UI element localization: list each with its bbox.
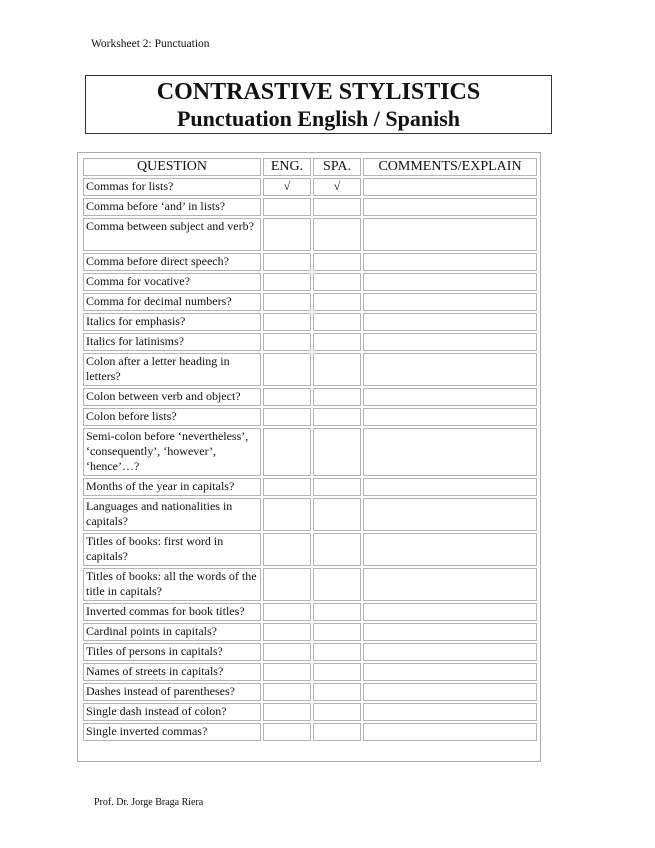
question-cell: Colon before lists?	[83, 408, 261, 426]
question-cell: Comma for decimal numbers?	[83, 293, 261, 311]
question-cell: Italics for emphasis?	[83, 313, 261, 331]
page-title: CONTRASTIVE STYLISTICS	[156, 79, 481, 105]
column-header-question: QUESTION	[83, 158, 261, 176]
table-row	[83, 723, 537, 741]
spanish-answer-cell[interactable]	[313, 313, 361, 331]
question-cell: Semi-colon before ‘nevertheless’, ‘consequently’, ‘however’, ‘hence’…?	[83, 428, 261, 476]
spanish-answer-cell[interactable]	[313, 198, 361, 216]
spanish-answer-cell[interactable]	[313, 663, 361, 681]
spanish-answer-cell[interactable]	[313, 498, 361, 531]
spanish-answer-cell[interactable]	[313, 643, 361, 661]
comment-cell[interactable]	[363, 428, 537, 476]
question-cell: Single dash instead of colon?	[83, 703, 261, 721]
spanish-answer-cell[interactable]	[313, 703, 361, 721]
comment-cell[interactable]	[363, 408, 537, 426]
punctuation-table	[81, 156, 539, 743]
comment-cell[interactable]	[363, 198, 537, 216]
english-answer-cell[interactable]	[263, 533, 311, 566]
question-cell: Cardinal points in capitals?	[83, 623, 261, 641]
spanish-answer-cell[interactable]: √	[313, 178, 361, 196]
english-answer-cell[interactable]	[263, 683, 311, 701]
comment-cell[interactable]	[363, 663, 537, 681]
question-cell: Inverted commas for book titles?	[83, 603, 261, 621]
table-row	[83, 498, 537, 531]
comment-cell[interactable]	[363, 313, 537, 331]
english-answer-cell[interactable]	[263, 198, 311, 216]
spanish-answer-cell[interactable]	[313, 353, 361, 386]
spanish-answer-cell[interactable]	[313, 623, 361, 641]
english-answer-cell[interactable]: √	[263, 178, 311, 196]
english-answer-cell[interactable]	[263, 623, 311, 641]
comment-cell[interactable]	[363, 603, 537, 621]
question-cell: Names of streets in capitals?	[83, 663, 261, 681]
spanish-answer-cell[interactable]	[313, 428, 361, 476]
title-box	[85, 75, 552, 134]
spanish-answer-cell[interactable]	[313, 273, 361, 291]
spanish-answer-cell[interactable]	[313, 253, 361, 271]
table-header-row	[83, 158, 537, 176]
question-cell: Months of the year in capitals?	[83, 478, 261, 496]
table-row	[83, 478, 537, 496]
table-row	[83, 353, 537, 386]
comment-cell[interactable]	[363, 568, 537, 601]
question-cell: Comma between subject and verb?	[83, 218, 261, 251]
comment-cell[interactable]	[363, 388, 537, 406]
table-row	[83, 218, 537, 251]
question-cell: Comma before ‘and’ in lists?	[83, 198, 261, 216]
comment-cell[interactable]	[363, 293, 537, 311]
spanish-answer-cell[interactable]	[313, 723, 361, 741]
question-cell: Titles of persons in capitals?	[83, 643, 261, 661]
table-row	[83, 683, 537, 701]
table-row	[83, 253, 537, 271]
table-row	[83, 178, 537, 196]
comment-cell[interactable]	[363, 478, 537, 496]
table-row	[83, 663, 537, 681]
table-body	[83, 178, 537, 741]
english-answer-cell[interactable]	[263, 218, 311, 251]
english-answer-cell[interactable]	[263, 568, 311, 601]
comment-cell[interactable]	[363, 703, 537, 721]
comment-cell[interactable]	[363, 353, 537, 386]
spanish-answer-cell[interactable]	[313, 388, 361, 406]
question-cell: Dashes instead of parentheses?	[83, 683, 261, 701]
comment-cell[interactable]	[363, 218, 537, 251]
author-footer: Prof. Dr. Jorge Braga Riera	[94, 797, 204, 808]
english-answer-cell[interactable]	[263, 253, 311, 271]
question-cell: Comma before direct speech?	[83, 253, 261, 271]
question-cell: Colon after a letter heading in letters?	[83, 353, 261, 386]
comment-cell[interactable]	[363, 623, 537, 641]
question-cell: Titles of books: first word in capitals?	[83, 533, 261, 566]
column-header-spa: SPA.	[313, 158, 361, 176]
english-answer-cell[interactable]	[263, 703, 311, 721]
table-row	[83, 643, 537, 661]
english-answer-cell[interactable]	[263, 428, 311, 476]
question-cell: Commas for lists?	[83, 178, 261, 196]
table-row	[83, 333, 537, 351]
comment-cell[interactable]	[363, 683, 537, 701]
english-answer-cell[interactable]	[263, 603, 311, 621]
table-row	[83, 703, 537, 721]
english-answer-cell[interactable]	[263, 723, 311, 741]
spanish-answer-cell[interactable]	[313, 683, 361, 701]
comment-cell[interactable]	[363, 333, 537, 351]
english-answer-cell[interactable]	[263, 408, 311, 426]
spanish-answer-cell[interactable]	[313, 478, 361, 496]
comment-cell[interactable]	[363, 273, 537, 291]
table-row	[83, 388, 537, 406]
comment-cell[interactable]	[363, 253, 537, 271]
comment-cell[interactable]	[363, 178, 537, 196]
english-answer-cell[interactable]	[263, 333, 311, 351]
spanish-answer-cell[interactable]	[313, 293, 361, 311]
question-cell: Languages and nationalities in capitals?	[83, 498, 261, 531]
english-answer-cell[interactable]	[263, 643, 311, 661]
table-row	[83, 603, 537, 621]
english-answer-cell[interactable]	[263, 388, 311, 406]
spanish-answer-cell[interactable]	[313, 333, 361, 351]
table-row	[83, 533, 537, 566]
english-answer-cell[interactable]	[263, 478, 311, 496]
spanish-answer-cell[interactable]	[313, 218, 361, 251]
question-cell: Single inverted commas?	[83, 723, 261, 741]
spanish-answer-cell[interactable]	[313, 408, 361, 426]
comment-cell[interactable]	[363, 643, 537, 661]
english-answer-cell[interactable]	[263, 663, 311, 681]
question-cell: Comma for vocative?	[83, 273, 261, 291]
table-row	[83, 408, 537, 426]
table-row	[83, 568, 537, 601]
spanish-answer-cell[interactable]	[313, 568, 361, 601]
comment-cell[interactable]	[363, 533, 537, 566]
question-cell: Colon between verb and object?	[83, 388, 261, 406]
column-header-eng: ENG.	[263, 158, 311, 176]
question-cell: Italics for latinisms?	[83, 333, 261, 351]
table-row	[83, 293, 537, 311]
worksheet-header: Worksheet 2: Punctuation	[91, 38, 210, 50]
comment-cell[interactable]	[363, 723, 537, 741]
table-row	[83, 623, 537, 641]
table-row	[83, 313, 537, 331]
table-row	[83, 428, 537, 476]
comment-cell[interactable]	[363, 498, 537, 531]
english-answer-cell[interactable]	[263, 353, 311, 386]
english-answer-cell[interactable]	[263, 498, 311, 531]
table-row	[83, 273, 537, 291]
page-subtitle: Punctuation English / Spanish	[176, 106, 461, 131]
spanish-answer-cell[interactable]	[313, 533, 361, 566]
english-answer-cell[interactable]	[263, 293, 311, 311]
english-answer-cell[interactable]	[263, 273, 311, 291]
spanish-answer-cell[interactable]	[313, 603, 361, 621]
question-cell: Titles of books: all the words of the title in capitals?	[83, 568, 261, 601]
english-answer-cell[interactable]	[263, 313, 311, 331]
table-row	[83, 198, 537, 216]
column-header-comments: COMMENTS/EXPLAIN	[363, 158, 537, 176]
